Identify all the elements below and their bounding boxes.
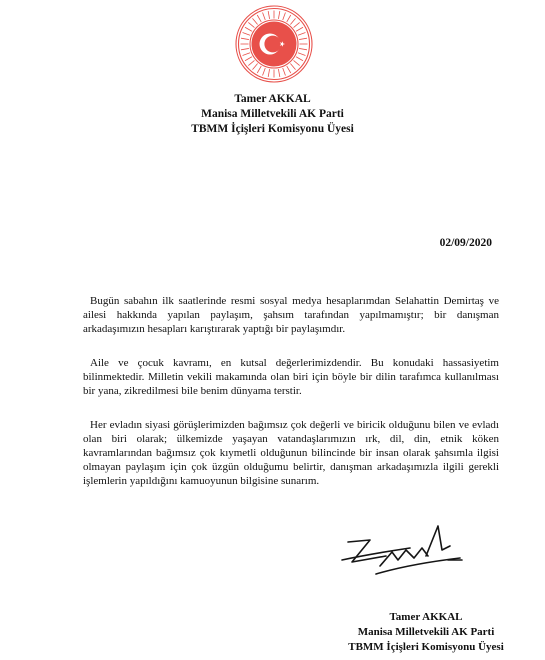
header-name: Tamer AKKAL (234, 93, 311, 105)
header-title: Manisa Milletvekili AK Parti (201, 108, 344, 120)
emblem-ray (252, 64, 257, 70)
emblem-ray (241, 48, 249, 49)
letter-body (83, 294, 499, 508)
emblem-ray (299, 48, 307, 49)
body-paragraph-3: Her evladın siyasi görüşlerimizden bağımsız çok değerli ve biricik olduğunu bilen ve evladı olan biri olarak; ülkemizde yaşayan vatandaşlarımızın ırk, dil, din, etnik köken kavramlarından bağımsız çok kıymetli olduğunun bilincinde bir insan olarak şahsımla ilgisi olmayan paylaşım için çok üzgün olduğumu belirtir, danışman arkadaşımızla ilgili gerekli işlemlerin yapıldığını kamuoyunun bilgisine sunarım. (83, 419, 499, 487)
emblem-ray (287, 15, 291, 22)
emblem-ray (245, 57, 252, 61)
emblem-ray (294, 22, 300, 27)
letter-header (0, 92, 545, 137)
emblem-ray (241, 38, 249, 39)
emblem-ray (278, 69, 279, 77)
emblem-ray (298, 53, 306, 56)
body-paragraph-1: Bugün sabahın ilk saatlerinde resmi sosyal medya hesaplarımdan Selahattin Demirtaş ve ailesi hakkında yapılan paylaşım, şahsım tarafından yapılmamıştır; bir danışman arkadaşımızın hesapları karıştırarak yaptığı bir paylaşımdır. (83, 295, 499, 335)
footer-committee: TBMM İçişleri Komisyonu Üyesi (348, 641, 504, 653)
emblem-ray (294, 60, 300, 65)
emblem-ray (283, 68, 286, 76)
emblem-ray (298, 33, 306, 36)
emblem-ray (278, 11, 279, 19)
emblem-ray (268, 11, 269, 19)
emblem-ray (248, 22, 254, 27)
emblem-ray (257, 66, 261, 73)
emblem-ray (299, 38, 307, 39)
emblem-ray (248, 60, 254, 65)
emblem-ray (287, 66, 291, 73)
emblem-ray (290, 64, 295, 70)
emblem-ray (257, 15, 261, 22)
emblem-ray (268, 69, 269, 77)
emblem-ray (243, 53, 251, 56)
emblem-ray (296, 57, 303, 61)
tbmm-emblem-icon (234, 4, 314, 84)
emblem-ray (263, 68, 266, 76)
emblem-ray (243, 33, 251, 36)
letter-footer (336, 610, 516, 655)
emblem-ray (245, 27, 252, 31)
emblem-ray (263, 13, 266, 21)
emblem-ray (296, 27, 303, 31)
handwritten-signature (340, 520, 480, 585)
body-paragraph-2: Aile ve çocuk kavramı, en kutsal değerlerimizdendir. Bu konudaki hassasiyetim bilinmektedir. Milletin vekili makamında olan biri için böyle bir dilin tarafımca kullanılması bir yana, zikredilmesi bile benim dünyama terstir. (83, 357, 499, 397)
header-committee: TBMM İçişleri Komisyonu Üyesi (191, 123, 354, 135)
emblem-ray (283, 13, 286, 21)
letter-date: 02/09/2020 (439, 237, 492, 249)
emblem-ray (252, 18, 257, 24)
footer-title: Manisa Milletvekili AK Parti (357, 626, 495, 638)
emblem-ray (290, 18, 295, 24)
footer-name: Tamer AKKAL (389, 611, 463, 623)
